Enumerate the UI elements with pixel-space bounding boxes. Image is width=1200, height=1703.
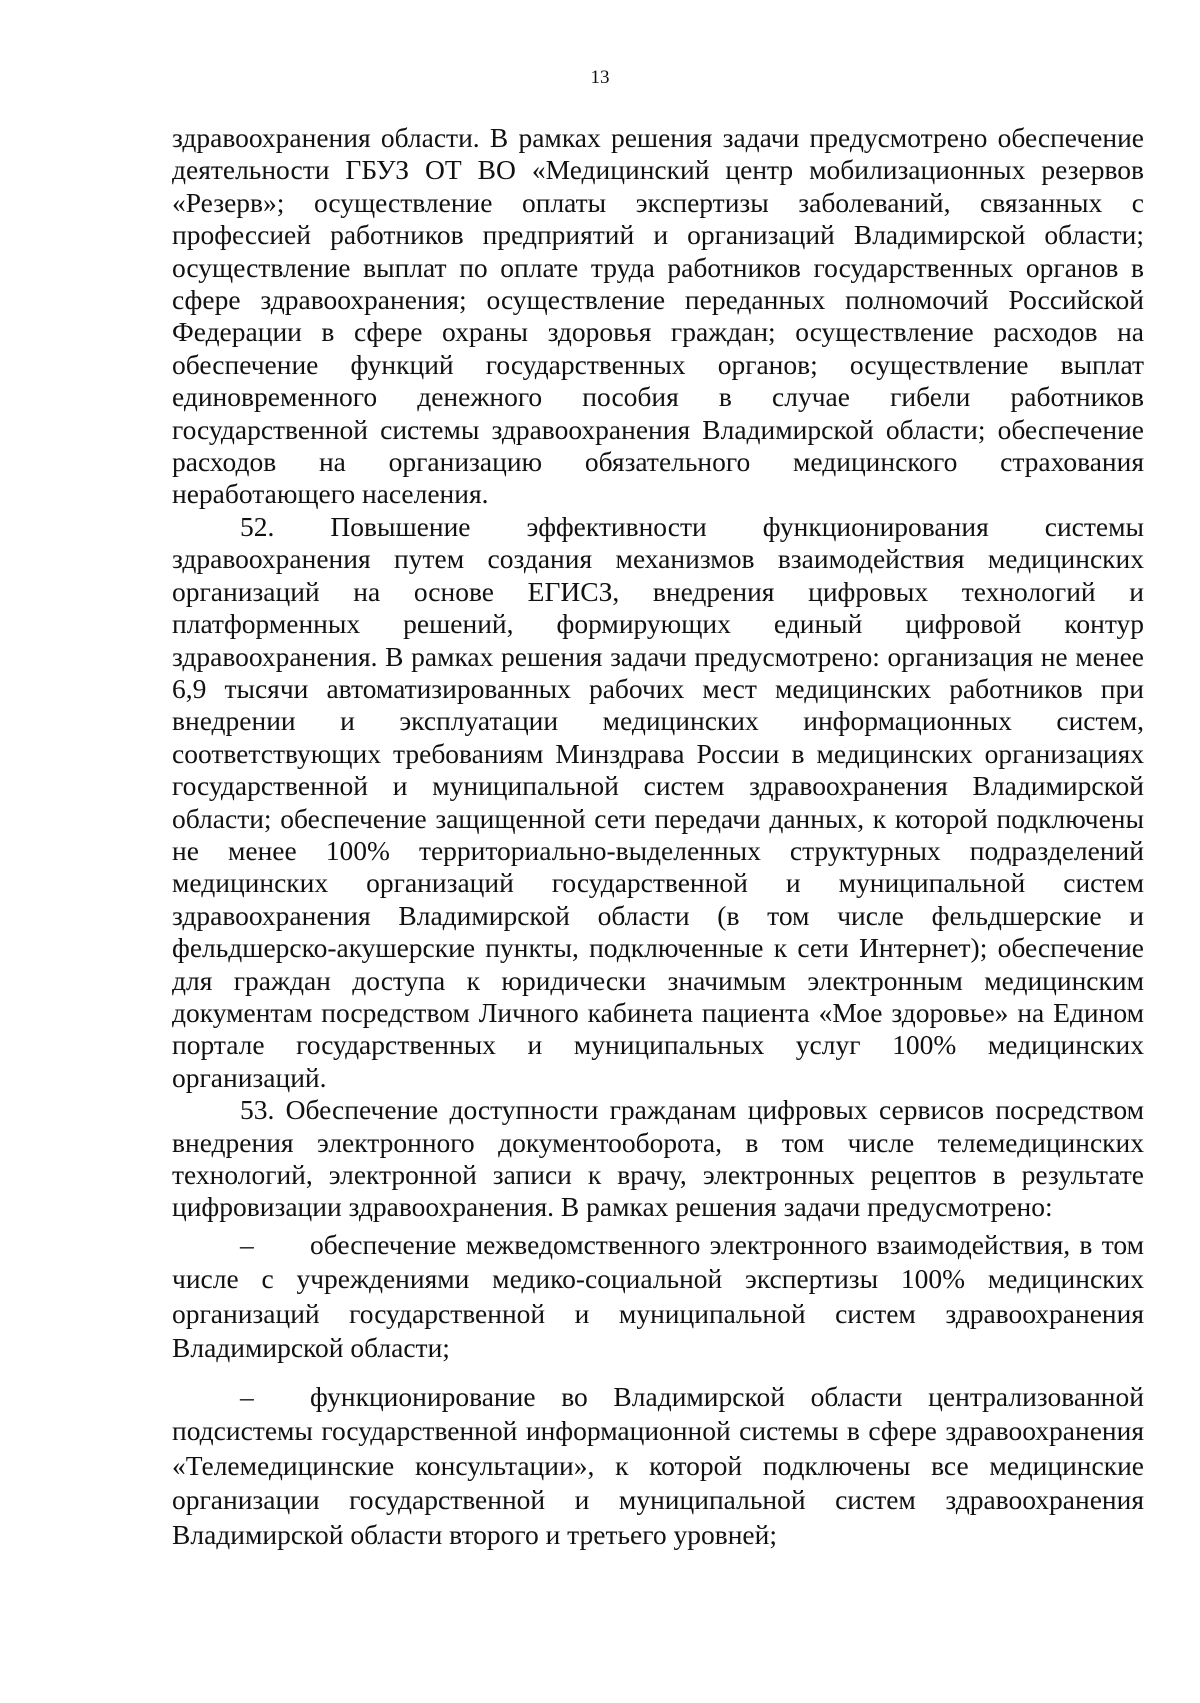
paragraph-continuation: здравоохранения области. В рамках решения задачи предусмотрено обеспечение деятельности ГБУЗ ОТ ВО «Медицинский центр мобилизационных резервов «Резерв»; осуществление оплаты экспертизы заболеваний, связанных с профессией работников предприятий и организаций Владимирской области; осуществление выплат по оплате труда работников государственных органов в сфере здравоохранения; осуществление переданных полномочий Российской Федерации в сфере охраны здоровья граждан; осуществление расходов на обеспечение функций государственных органов; осуществление выплат единовременного денежного пособия в случае гибели работников государственной системы здравоохранения Владимирской области; обеспечение расходов на организацию обязательного медицинского страхования неработающего населения.	[172, 122, 1144, 510]
document-body	[172, 122, 1144, 1552]
list-item	[172, 1228, 1144, 1366]
list-item-text: функционирование во Владимирской области централизованной подсистемы государственной информационной системы в сфере здравоохранения «Телемедицинские консультации», к которой подключены все медицинские организации государственной и муниципальной систем здравоохранения Владимирской области второго и третьего уровней;	[172, 1380, 1144, 1550]
list-item	[172, 1380, 1144, 1553]
list-item-text: обеспечение межведомственного электронного взаимодействия, в том числе с учреждениями медико-социальной экспертизы 100% медицинских организаций государственной и муниципальной систем здравоохранения Владимирской области;	[172, 1228, 1144, 1364]
paragraph-52: 52. Повышение эффективности функционирования системы здравоохранения путем создания механизмов взаимодействия медицинских организаций на основе ЕГИСЗ, внедрения цифровых технологий и платформенных решений, формирующих единый цифровой контур здравоохранения. В рамках решения задачи предусмотрено: организация не менее 6,9 тысячи автоматизированных рабочих мест медицинских работников при внедрении и эксплуатации медицинских информационных систем, соответствующих требованиям Минздрава России в медицинских организациях государственной и муниципальной систем здравоохранения Владимирской области; обеспечение защищенной сети передачи данных, к которой подключены не менее 100% территориально-выделенных структурных подразделений медицинских организаций государственной и муниципальной систем здравоохранения Владимирской области (в том числе фельдшерские и фельдшерско-акушерские пункты, подключенные к сети Интернет); обеспечение для граждан доступа к юридически значимым электронным медицинским документам посредством Личного кабинета пациента «Мое здоровье» на Едином портале государственных и муниципальных услуг 100% медицинских организаций.	[172, 510, 1144, 1093]
dash-marker: –	[240, 1380, 254, 1412]
dash-marker: –	[240, 1228, 254, 1260]
paragraph-53: 53. Обеспечение доступности гражданам цифровых сервисов посредством внедрения электронного документооборота, в том числе телемедицинских технологий, электронной записи к врачу, электронных рецептов в результате цифровизации здравоохранения. В рамках решения задачи предусмотрено:	[172, 1094, 1144, 1223]
page-number: 13	[590, 67, 610, 88]
